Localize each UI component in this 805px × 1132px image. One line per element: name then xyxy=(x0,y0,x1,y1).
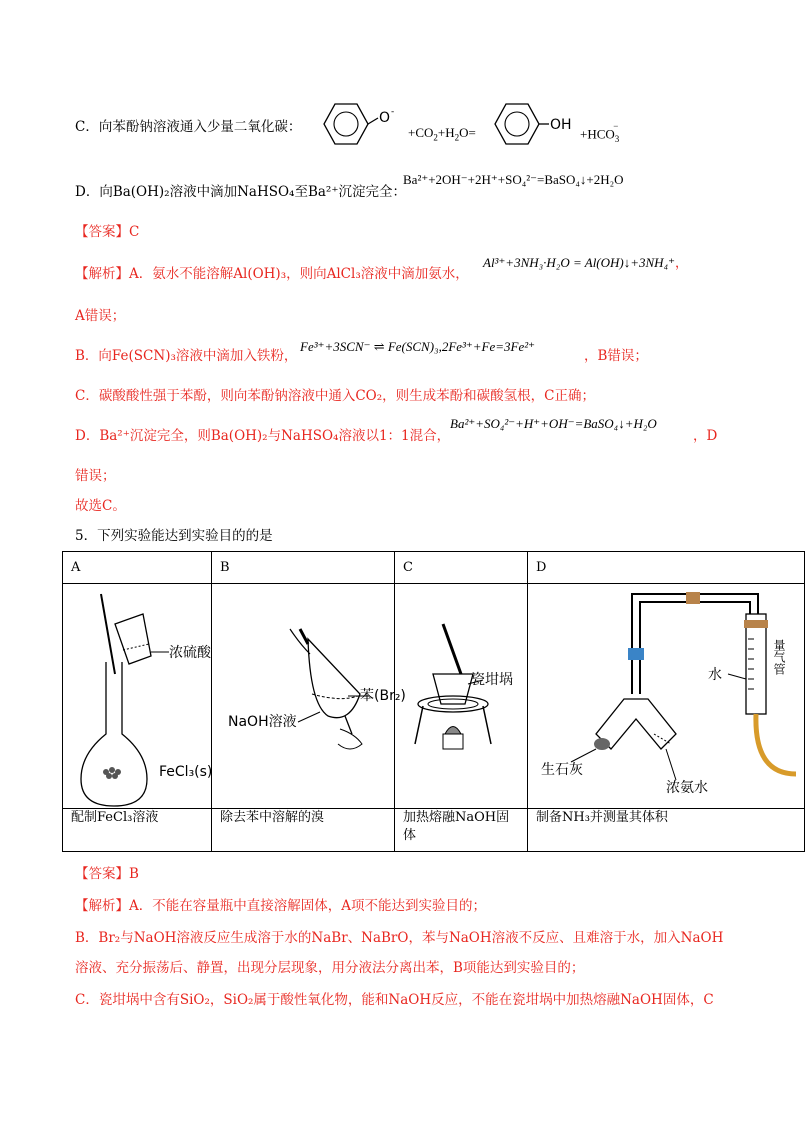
svg-text:-: - xyxy=(391,107,395,117)
analysis-2-b2: 溶液、充分振荡后、静置，出现分层现象，用分液法分离出苯，B项能达到实验目的； xyxy=(75,960,585,976)
crucible-heating-figure xyxy=(403,584,519,804)
label-quicklime: 生石灰 xyxy=(541,762,583,778)
analysis-1-d-end: ，D xyxy=(693,428,718,444)
c-end-eq: $+HCO_3^-$ xyxy=(580,121,620,144)
analysis-1-b-equation: Fe³⁺+3SCN⁻ ⇌ Fe(SCN)₃,2Fe³⁺+Fe=3Fe²⁺ xyxy=(300,339,536,354)
c-mid-eq: $+CO_2+H_2O=$ xyxy=(408,125,476,143)
label-gas-tube: 量气管 xyxy=(772,639,786,675)
figure-a-cell xyxy=(63,584,212,809)
analysis-1-d2: 错误； xyxy=(75,468,116,484)
analysis-1-d: D．Ba²⁺沉淀完全，则Ba(OH)₂与NaHSO₄溶液以1：1混合， xyxy=(75,428,451,444)
caption-c: 加热熔融NaOH固体 xyxy=(395,809,528,852)
option-c-line xyxy=(75,117,301,137)
analysis-1-d-equation: Ba²⁺+SO₄²⁻+H⁺+OH⁻=BaSO₄↓+H₂O xyxy=(450,416,657,431)
figure-b-cell xyxy=(212,584,406,809)
phenoxide-structure xyxy=(305,96,405,156)
caption-d: 制备NH₃并测量其体积 xyxy=(528,809,805,852)
analysis-1-a: 【解析】A．氨水不能溶解Al(OH)₃，则向AlCl₃溶液中滴加氨水， xyxy=(75,266,469,282)
option-d-line xyxy=(75,182,406,202)
label-concentrated-acid: 浓硫酸 xyxy=(169,645,211,661)
ammonia-apparatus-figure xyxy=(536,584,796,804)
figure-d-cell xyxy=(528,584,805,809)
option-c-text: C．向苯酚钠溶液通入少量二氧化碳： xyxy=(75,119,302,135)
analysis-1-final: 故选C。 xyxy=(75,498,126,514)
question-5: 5．下列实验能达到实验目的的是 xyxy=(75,528,273,544)
option-d-text: D．向Ba(OH)₂溶液中滴加NaHSO₄至Ba²⁺沉淀完全： xyxy=(75,184,406,200)
label-naoh-solution: NaOH溶液 xyxy=(228,714,297,730)
answer-2: 【答案】B xyxy=(75,866,139,882)
analysis-2-c: C．瓷坩埚中含有SiO₂，SiO₂属于酸性氧化物，能和NaOH反应，不能在瓷坩埚中加热熔融NaOH固体，C xyxy=(75,992,714,1008)
label-crucible: 瓷坩埚 xyxy=(471,672,513,688)
volumetric-flask-figure xyxy=(71,584,213,804)
separatory-funnel-figure xyxy=(220,584,406,804)
analysis-1-a2: A错误； xyxy=(75,308,126,324)
answer-1: 【答案】C xyxy=(75,224,140,240)
analysis-2-b1: B．Br₂与NaOH溶液反应生成溶于水的NaBr、NaBrO，苯与NaOH溶液不反应、且难溶于水，加入NaOH xyxy=(75,930,724,946)
label-water: 水 xyxy=(708,667,722,683)
header-c: C xyxy=(395,552,528,584)
analysis-1-a-equation: Al³⁺+3NH₃·H₂O = Al(OH)↓+3NH₄⁺， xyxy=(483,255,688,270)
analysis-1-b: B．向Fe(SCN)₃溶液中滴加入铁粉， xyxy=(75,348,298,364)
analysis-1-b-end: ，B错误； xyxy=(584,348,648,364)
figure-c-cell xyxy=(395,584,528,809)
label-fecl3: FeCl₃(s) xyxy=(159,764,213,780)
caption-a: 配制FeCl₃溶液 xyxy=(63,809,212,852)
header-d: D xyxy=(528,552,805,584)
caption-b: 除去苯中溶解的溴 xyxy=(212,809,395,852)
label-benzene: 苯(Br₂) xyxy=(360,688,406,704)
analysis-1-c: C．碳酸酸性强于苯酚，则向苯酚钠溶液中通入CO₂，则生成苯酚和碳酸氢根，C正确； xyxy=(75,388,595,404)
analysis-2-a: 【解析】A．不能在容量瓶中直接溶解固体，A项不能达到实验目的； xyxy=(75,898,486,914)
phenol-structure xyxy=(484,96,584,156)
phenoxide-o-label: O xyxy=(379,110,391,126)
experiment-table xyxy=(62,551,805,852)
label-ammonia: 浓氨水 xyxy=(666,780,708,796)
header-a: A xyxy=(63,552,212,584)
phenol-oh-label: OH xyxy=(550,117,572,133)
header-b: B xyxy=(212,552,395,584)
option-d-equation: Ba²⁺+2OH⁻+2H⁺+SO₄²⁻=BaSO₄↓+2H₂O xyxy=(403,172,624,187)
